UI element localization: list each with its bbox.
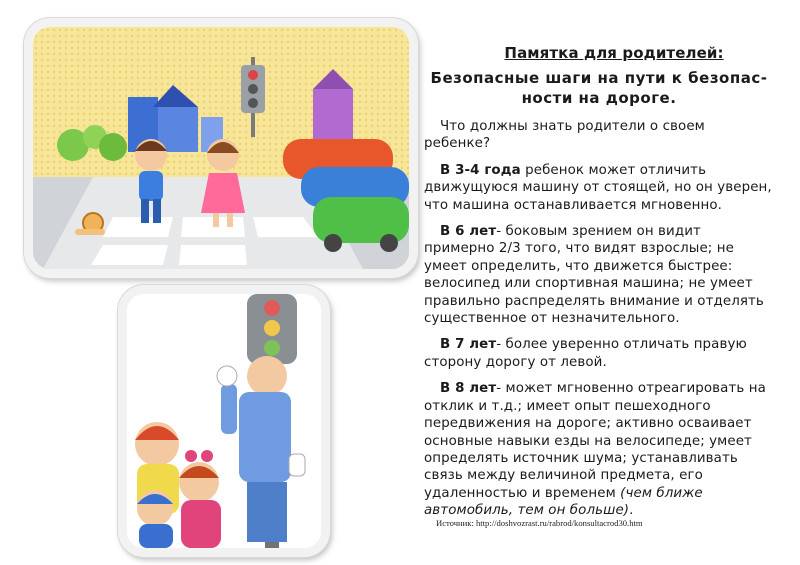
crosswalk-illustration-frame (24, 18, 418, 278)
memo-title: Памятка для родителей: (504, 44, 724, 62)
age-label: В 8 лет (440, 381, 497, 397)
age-section-3-4 (424, 162, 774, 214)
age-label: В 3-4 года (440, 162, 521, 178)
traffic-officer-illustration (127, 294, 321, 548)
age-text: ребенок может отличить движущуюся машину от стоящей, но он уверен, что машина останавливается мгновенно. (424, 162, 772, 213)
subtitle-line-2: ности на дороге. (521, 89, 677, 107)
memo-text (424, 43, 774, 529)
source-link[interactable]: Источник: http://doshvozrast.ru/rabrod/konsultacrod30.htm (436, 518, 643, 528)
traffic-officer-illustration-frame (118, 285, 330, 557)
age-label: В 7 лет (440, 337, 497, 353)
memo-subtitle (424, 68, 774, 108)
age-label: В 6 лет (440, 224, 497, 240)
age-section-8 (424, 380, 774, 519)
age-text: - боковым зрением он видит примерно 2/3 того, что видят взрослые; не умеет определить, что движется быстрее: велосипед или спортивная машина; не умеет правильно распределять внимание и отделять существенное от незначительного. (424, 224, 764, 327)
intro-question: Что должны знать родители о своем ребенке? (424, 119, 705, 152)
age-text-italic: (чем ближе автомобиль, тем он больше) (424, 485, 703, 519)
age-text: - более уверенно отличать правую сторону дорогу от левой. (424, 337, 747, 370)
subtitle-line-1: Безопасные шаги на пути к безопас- (430, 69, 768, 87)
age-section-6 (424, 223, 774, 327)
crosswalk-illustration (33, 27, 409, 269)
age-text: - может мгновенно отреагировать на отклик и т.д.; имеет опыт пешеходного передвижения на дороге; активно осваивает основные навыки езды на велосипеде; умеет определять источник шума; устанавливать связь между величиной предмета, его удаленностью и временем (424, 381, 766, 501)
age-text-tail: . (629, 503, 634, 519)
age-section-7 (424, 336, 774, 371)
